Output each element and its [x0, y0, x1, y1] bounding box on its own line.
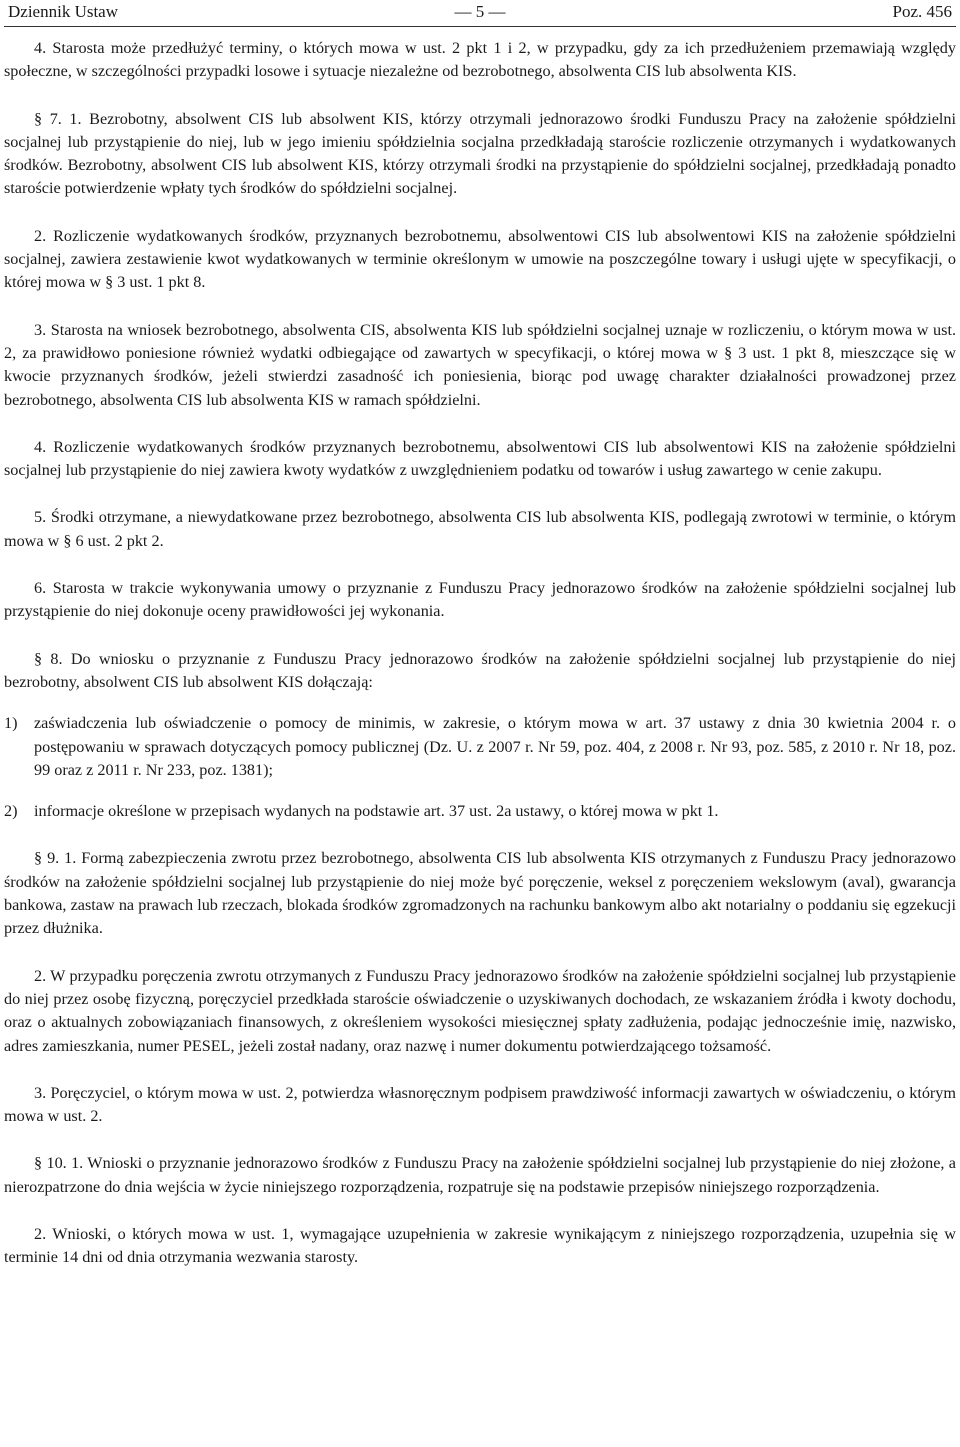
- page-number: — 5 —: [454, 2, 506, 21]
- page-header: [4, 0, 956, 27]
- paragraph-8: § 8. Do wniosku o przyznanie z Funduszu Pracy jednorazowo środków na założenie spółdzielni socjalnej lub przystąpienie do niej bezrobotny, absolwent CIS lub absolwent KIS dołączają:: [4, 649, 956, 691]
- paragraph-7-6: 6. Starosta w trakcie wykonywania umowy o przyznanie z Funduszu Pracy jednorazowo środków na założenie spółdzielni socjalnej lub przystąpienie do niej dokonuje oceny prawidłowości jej wykonania.: [4, 579, 956, 621]
- list-item-text: informacje określone w przepisach wydanych na podstawie art. 37 ust. 2a ustawy, o której mowa w pkt 1.: [34, 802, 719, 821]
- paragraph-9-3: 3. Poręczyciel, o którym mowa w ust. 2, potwierdza własnoręcznym podpisem prawdziwość informacji zawartych w oświadczeniu, o którym mowa w ust. 2.: [4, 1083, 956, 1126]
- paragraph-7-3: 3. Starosta na wniosek bezrobotnego, absolwenta CIS, absolwenta KIS lub spółdzielni socjalnej uznaje w rozliczeniu, o którym mowa w ust. 2, za prawidłowo poniesione również wydatki odbiegające od zawartych w specyfikacji, o której mowa w § 3 ust. 1 pkt 8, mieszczące się w kwocie przyznanych środków, jeżeli stwierdzi zasadność ich poniesienia, biorąc pod uwagę charakter działalności prowadzonej przez bezrobotnego, absolwenta CIS lub absolwenta KIS w ramach spółdzielni.: [4, 320, 956, 409]
- paragraph-10-1: § 10. 1. Wnioski o przyznanie jednorazowo środków z Funduszu Pracy na założenie spółdzielni socjalnej lub przystąpienie do niej złożone, a nierozpatrzone do dnia wejścia w życie niniejszego rozporządzenia, rozpatruje się na podstawie przepisów niniejszego rozporządzenia.: [4, 1154, 956, 1196]
- list-item: [4, 800, 956, 823]
- list-item-number: 1): [4, 714, 18, 733]
- paragraph-10-2: 2. Wnioski, o których mowa w ust. 1, wymagające uzupełnienia w zakresie wynikającym z niniejszego rozporządzenia, uzupełnia się w terminie 14 dni od dnia otrzymania wezwania starosty.: [4, 1224, 956, 1267]
- list-item-text: zaświadczenia lub oświadczenie o pomocy de minimis, w zakresie, o którym mowa w art. 37 ustawy z dnia 30 kwietnia 2004 r. o postępowaniu w sprawach dotyczących pomocy publicznej (Dz. U. z 2007 r. Nr 59, poz. 404, z 2008 r. Nr 93, poz. 585, z 2010 r. Nr 18, poz. 99 oraz z 2011 r. Nr 233, poz. 1381);: [34, 714, 956, 779]
- paragraph-6-4: 4. Starosta może przedłużyć terminy, o których mowa w ust. 2 pkt 1 i 2, w przypadku, gdy za ich przedłużeniem przemawiają względy społeczne, w szczególności przypadki losowe i sytuacje niezależne od bezrobotnego, absolwenta CIS lub absolwenta KIS.: [4, 39, 956, 81]
- paragraph-7-1: § 7. 1. Bezrobotny, absolwent CIS lub absolwent KIS, którzy otrzymali jednorazowo środki Funduszu Pracy na założenie spółdzielni socjalnej lub przystąpienie do niej, lub w jego imieniu spółdzielnia socjalna przedkładają staroście rozliczenie otrzymanych i wydatkowanych środków. Bezrobotny, absolwent CIS lub absolwent KIS, którzy otrzymali środki na przystąpienie do spółdzielni socjalnej, przedkładają ponadto staroście potwierdzenie wpłaty tych środków do spółdzielni socjalnej.: [4, 109, 956, 198]
- paragraph-9-1: § 9. 1. Formą zabezpieczenia zwrotu przez bezrobotnego, absolwenta CIS lub absolwenta KIS otrzymanych z Funduszu Pracy jednorazowo środków na założenie spółdzielni socjalnej lub przystąpienie do niej może być poręczenie, weksel z poręczeniem wekslowym (aval), gwarancja bankowa, zastaw na prawach lub rzeczach, blokada środków zgromadzonych na rachunku bankowym albo akt notarialny o poddaniu się egzekucji przez dłużnika.: [4, 849, 956, 938]
- paragraph-7-5: 5. Środki otrzymane, a niewydatkowane przez bezrobotnego, absolwenta CIS lub absolwenta KIS, podlegają zwrotowi w terminie, o którym mowa w § 6 ust. 2 pkt 2.: [4, 508, 956, 550]
- list-item: [4, 712, 956, 782]
- paragraph-9-2: 2. W przypadku poręczenia zwrotu otrzymanych z Funduszu Pracy jednorazowo środków na założenie spółdzielni socjalnej lub przystąpienie do niej przez osobę fizyczną, poręczyciel przedkłada staroście oświadczenie o uzyskiwanych dochodach, ze wskazaniem źródła i kwoty dochodu, oraz o aktualnych zobowiązaniach finansowych, z określeniem wysokości miesięcznej spłaty zadłużenia, podając jednocześnie imię, nazwisko, adres zamieszkania, numer PESEL, jeżeli został nadany, oraz nazwę i numer dokumentu potwierdzającego tożsamość.: [4, 966, 956, 1055]
- position-number: Poz. 456: [892, 2, 952, 21]
- list-item-number: 2): [4, 802, 18, 821]
- paragraph-7-2: 2. Rozliczenie wydatkowanych środków, przyznanych bezrobotnemu, absolwentowi CIS lub absolwentowi KIS na założenie spółdzielni socjalnej, zawiera zestawienie kwot wydatkowanych w terminie określonym w umowie na poszczególne towary i usługi ujęte w specyfikacji, o której mowa w § 3 ust. 1 pkt 8.: [4, 226, 956, 292]
- paragraph-7-4: 4. Rozliczenie wydatkowanych środków przyznanych bezrobotnemu, absolwentowi CIS lub absolwentowi KIS na założenie spółdzielni socjalnej lub przystąpienie do niej zawiera kwoty wydatków z uwzględnieniem podatku od towarów i usług zawartego w cenie zakupu.: [4, 437, 956, 480]
- document-body: [4, 27, 956, 1270]
- journal-title: Dziennik Ustaw: [8, 2, 119, 21]
